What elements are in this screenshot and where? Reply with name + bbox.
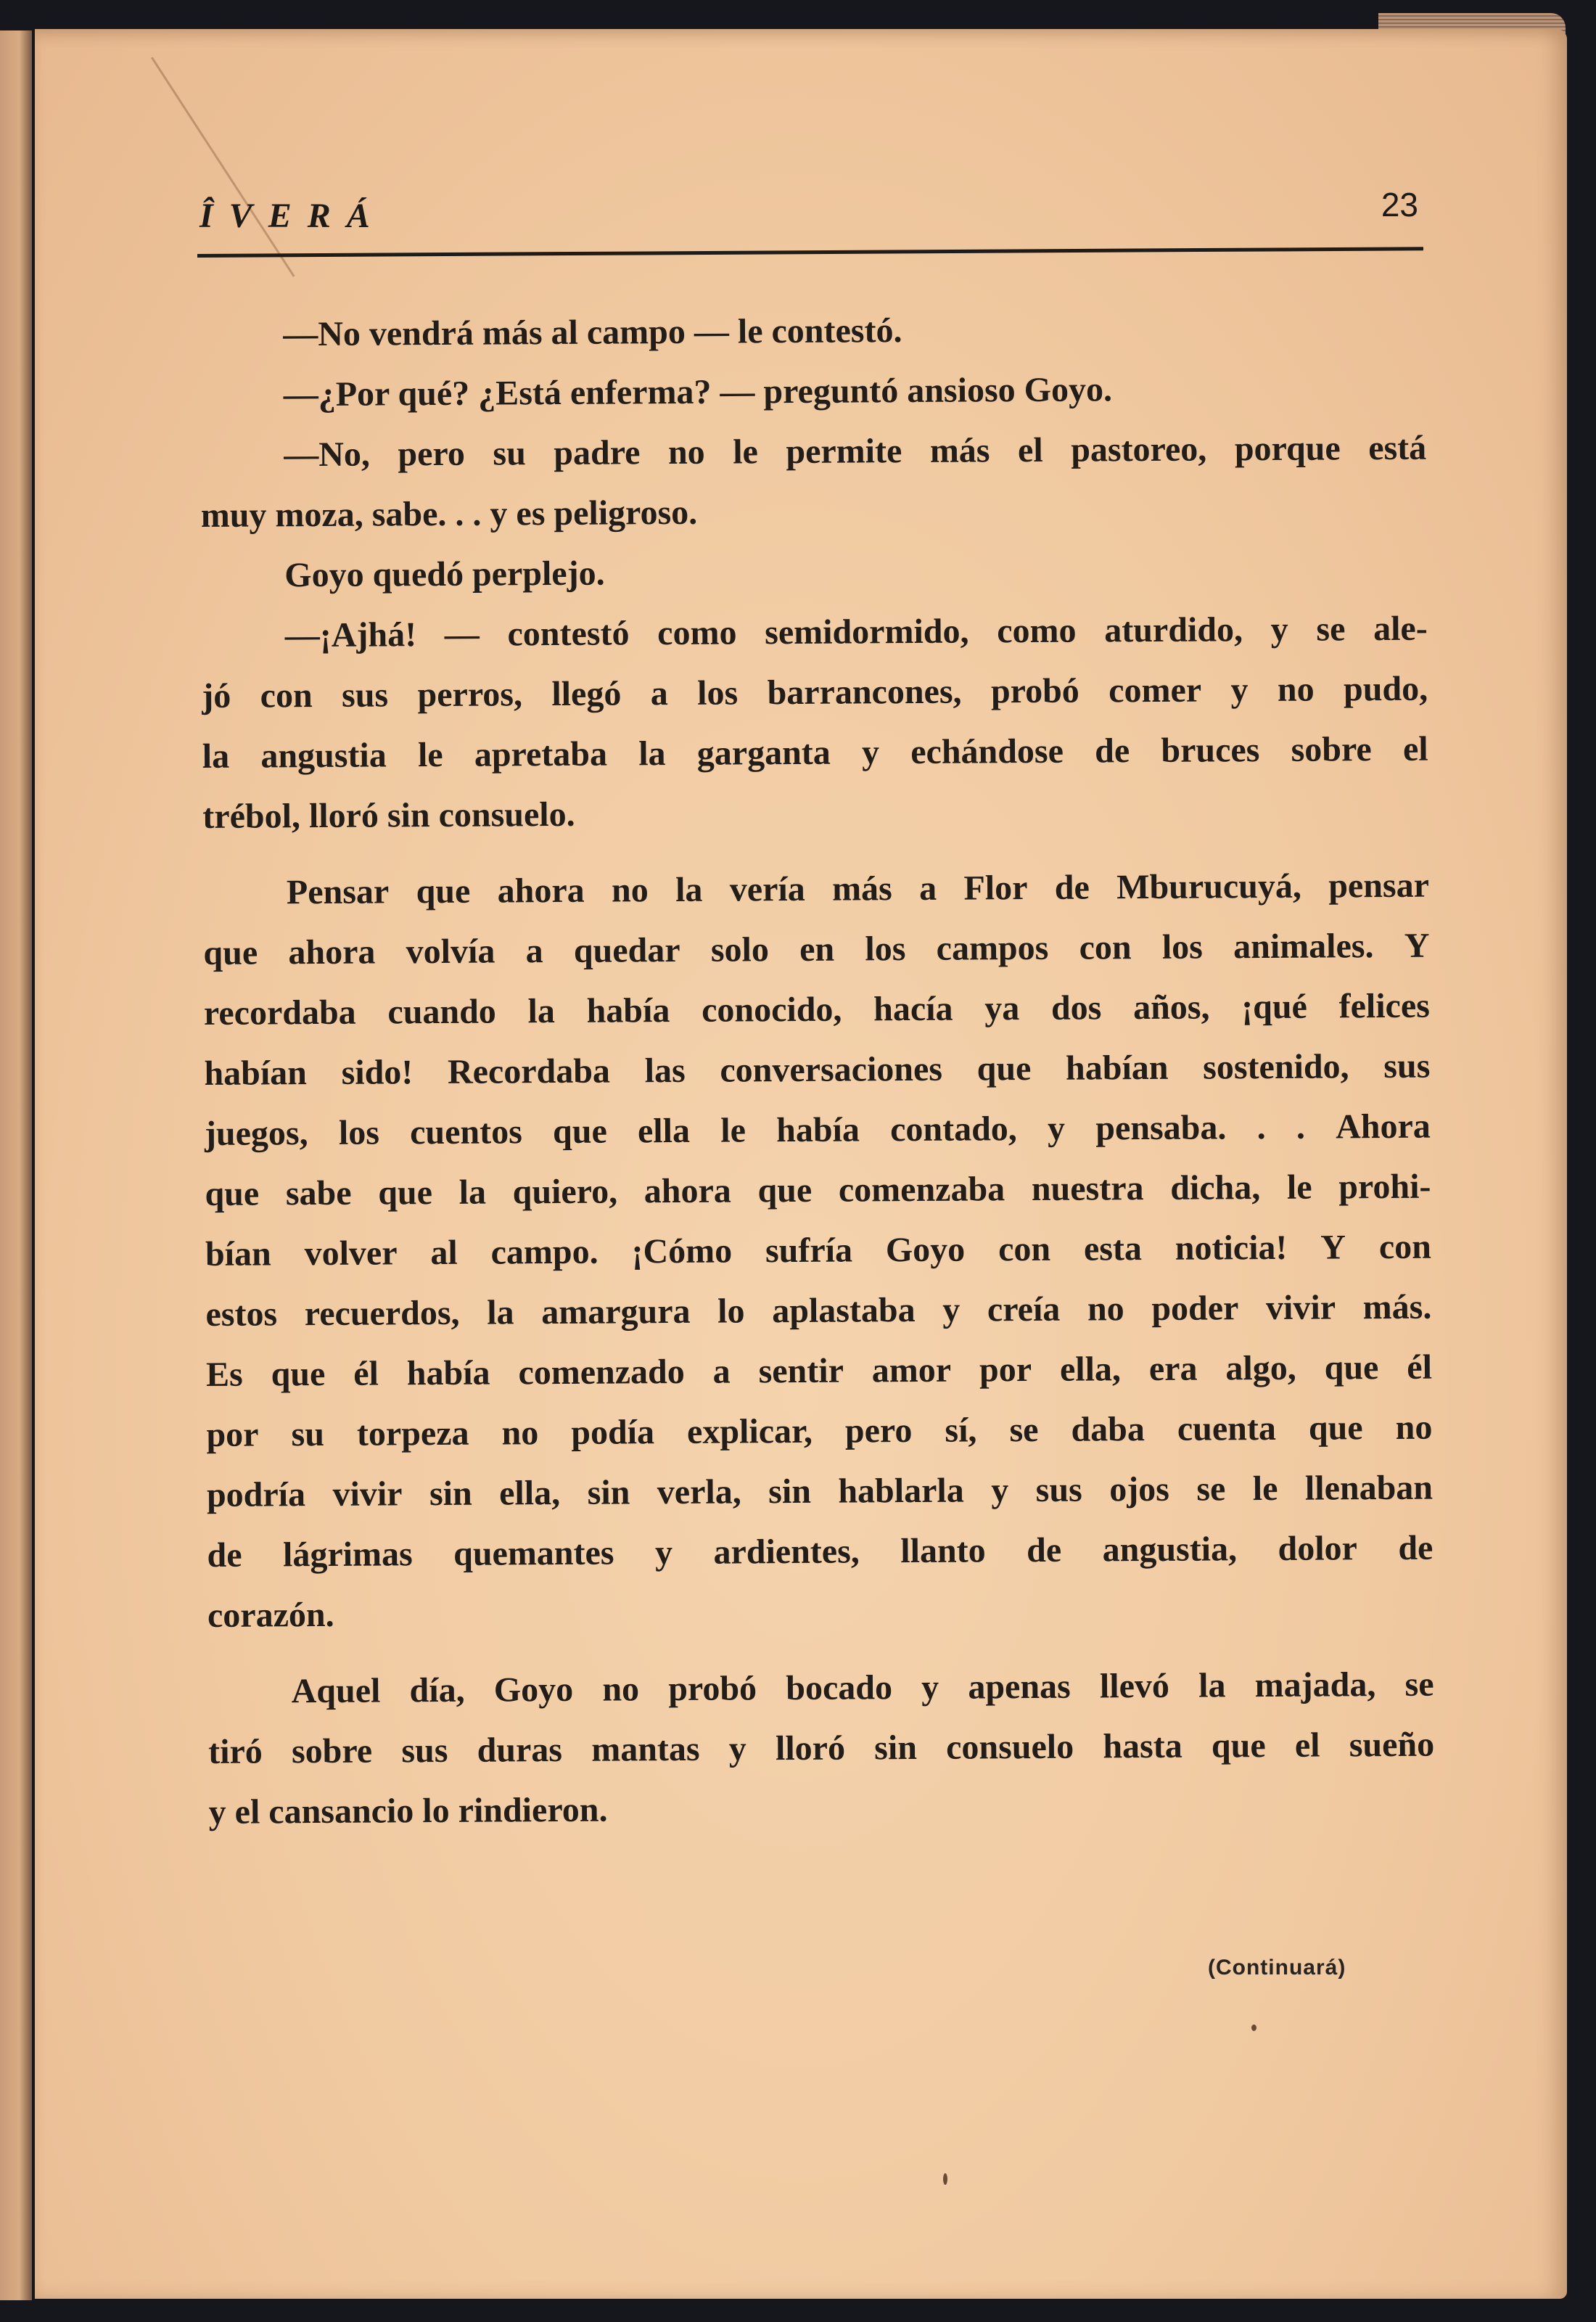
word: los bbox=[697, 673, 739, 713]
word: —¡Ajhá! bbox=[284, 615, 417, 655]
word: verla, bbox=[657, 1472, 741, 1512]
word: sobre bbox=[1291, 730, 1372, 769]
word: los bbox=[865, 930, 906, 969]
word: y bbox=[1270, 610, 1288, 649]
word: campo. bbox=[490, 1232, 598, 1272]
text-line bbox=[206, 1337, 1432, 1405]
word: sí, bbox=[945, 1411, 977, 1450]
word: llegó bbox=[551, 674, 622, 714]
text-line: muy moza, sabe. . . y es peligroso. bbox=[200, 493, 698, 535]
word: bruces bbox=[1161, 731, 1260, 770]
word: vivir bbox=[1265, 1288, 1336, 1328]
word: podría bbox=[206, 1475, 306, 1514]
word: vivir bbox=[332, 1474, 403, 1514]
word: sus bbox=[1035, 1470, 1082, 1509]
word: y bbox=[991, 1471, 1009, 1510]
word: ella, bbox=[1059, 1350, 1122, 1389]
word: Flor bbox=[963, 869, 1028, 908]
word: y bbox=[942, 1290, 961, 1329]
word: que bbox=[976, 1049, 1032, 1088]
word: comenzado bbox=[518, 1352, 685, 1392]
word: se bbox=[1404, 1665, 1434, 1704]
word: recuerdos, bbox=[304, 1293, 460, 1334]
word: estos bbox=[205, 1295, 278, 1334]
word: de bbox=[1398, 1528, 1433, 1567]
word: no bbox=[611, 871, 649, 910]
word: — bbox=[444, 615, 480, 654]
word: el bbox=[1402, 729, 1428, 768]
word: angustia bbox=[260, 736, 387, 776]
word: lo bbox=[717, 1292, 745, 1331]
word: ale- bbox=[1373, 609, 1428, 649]
text-line bbox=[200, 418, 1426, 485]
word: llenaban bbox=[1304, 1468, 1433, 1508]
word: comenzaba bbox=[838, 1170, 1005, 1210]
word: animales. bbox=[1233, 927, 1374, 967]
word: y bbox=[728, 1729, 746, 1768]
word: explicar, bbox=[686, 1411, 813, 1451]
word: a bbox=[712, 1352, 731, 1391]
paragraph bbox=[201, 538, 1427, 606]
word: sus bbox=[1383, 1046, 1431, 1086]
word: con bbox=[998, 1229, 1051, 1269]
word: Goyo bbox=[493, 1670, 574, 1710]
word: la bbox=[527, 992, 556, 1031]
word: conversaciones bbox=[720, 1049, 943, 1090]
word: la bbox=[1198, 1666, 1226, 1705]
word: sus bbox=[341, 676, 389, 715]
text-line bbox=[205, 1157, 1431, 1224]
word: ahora bbox=[497, 871, 585, 911]
word: y bbox=[921, 1667, 939, 1707]
word: prohi- bbox=[1338, 1167, 1431, 1207]
word: a bbox=[650, 674, 668, 713]
word: se bbox=[1196, 1469, 1226, 1509]
word: como bbox=[657, 613, 737, 653]
word: contado, bbox=[889, 1109, 1017, 1149]
word: felices bbox=[1338, 986, 1431, 1026]
text-line bbox=[207, 1518, 1433, 1585]
paper-speck bbox=[943, 2173, 947, 2185]
word: le bbox=[1286, 1168, 1312, 1207]
word: la bbox=[202, 737, 230, 776]
word: bocado bbox=[786, 1668, 893, 1708]
word: ella bbox=[637, 1111, 691, 1151]
word: quemantes bbox=[453, 1533, 614, 1573]
word: no bbox=[667, 432, 705, 472]
text-line bbox=[207, 1458, 1433, 1525]
word: comer bbox=[1108, 670, 1202, 710]
text-line: Goyo quedó perplejo. bbox=[284, 554, 605, 595]
word: en bbox=[799, 930, 835, 969]
word: ella, bbox=[498, 1473, 561, 1513]
word: está bbox=[1368, 428, 1427, 468]
word: pudo, bbox=[1343, 669, 1428, 709]
word: sufría bbox=[765, 1231, 853, 1271]
word: que bbox=[271, 1354, 326, 1394]
facing-page-edge bbox=[0, 30, 32, 2300]
word: como bbox=[997, 611, 1077, 651]
word: pero bbox=[844, 1411, 913, 1451]
text-line bbox=[202, 719, 1428, 787]
word: había bbox=[586, 991, 670, 1030]
word: y bbox=[654, 1533, 673, 1572]
word: llanto bbox=[900, 1531, 986, 1571]
word: padre bbox=[554, 433, 641, 473]
word: a bbox=[918, 869, 937, 908]
word: torpeza bbox=[356, 1414, 469, 1453]
text-line bbox=[204, 976, 1430, 1043]
word: no bbox=[602, 1670, 640, 1709]
word: aplastaba bbox=[772, 1290, 916, 1331]
word: los bbox=[1161, 927, 1204, 967]
word: campos bbox=[936, 928, 1049, 968]
word: le bbox=[417, 735, 443, 775]
word: sostenido, bbox=[1203, 1047, 1349, 1087]
word: no bbox=[1087, 1289, 1124, 1329]
text-line: —No vendrá más al campo — le contestó. bbox=[283, 311, 902, 354]
word: jó bbox=[202, 676, 231, 715]
word: cuando bbox=[387, 992, 496, 1032]
word: Ahora bbox=[1335, 1107, 1431, 1146]
word: probó bbox=[990, 671, 1079, 711]
word: el bbox=[1294, 1726, 1320, 1765]
word: tiró bbox=[208, 1732, 263, 1771]
word: y bbox=[1047, 1109, 1066, 1148]
word: noticia! bbox=[1175, 1228, 1288, 1268]
word: pastoreo, bbox=[1071, 430, 1207, 469]
word: él bbox=[1407, 1347, 1433, 1387]
word: le bbox=[720, 1111, 746, 1150]
word: amor bbox=[871, 1350, 952, 1390]
word: que bbox=[552, 1112, 607, 1152]
text-line bbox=[203, 916, 1429, 983]
word: dolor bbox=[1278, 1529, 1358, 1568]
word: con bbox=[1378, 1227, 1432, 1267]
page-number: 23 bbox=[1381, 186, 1418, 223]
word: habían bbox=[1065, 1048, 1169, 1088]
word: amargura bbox=[541, 1292, 691, 1332]
word: no bbox=[501, 1414, 539, 1453]
word: duras bbox=[477, 1730, 563, 1770]
word: ya bbox=[984, 989, 1020, 1028]
word: vería bbox=[729, 869, 805, 909]
word: garganta bbox=[696, 733, 831, 773]
word: ahora bbox=[288, 932, 376, 972]
word: de bbox=[1027, 1530, 1062, 1570]
word: sin bbox=[874, 1728, 918, 1768]
word: probó bbox=[668, 1669, 757, 1709]
running-title: ÎVERÁ bbox=[200, 197, 386, 235]
text-line bbox=[206, 1398, 1432, 1465]
word: que bbox=[1324, 1348, 1379, 1387]
text-line: —¿Por qué? ¿Está enferma? — preguntó ansioso Goyo. bbox=[283, 370, 1113, 414]
word: la bbox=[487, 1293, 514, 1332]
word: le bbox=[733, 432, 759, 472]
word: sobre bbox=[291, 1731, 373, 1771]
word: semidormido, bbox=[765, 612, 969, 652]
word: juegos, bbox=[204, 1114, 308, 1153]
word: sin bbox=[429, 1474, 472, 1514]
word: recordaba bbox=[203, 993, 356, 1033]
word: más bbox=[831, 869, 892, 908]
paragraph bbox=[200, 418, 1427, 546]
word: porque bbox=[1234, 429, 1341, 469]
word: ardientes, bbox=[713, 1532, 860, 1572]
word: y bbox=[861, 733, 880, 772]
text-line bbox=[205, 1096, 1431, 1164]
word: pensar bbox=[1328, 866, 1430, 906]
word: el bbox=[1017, 430, 1043, 470]
word: —No, bbox=[284, 435, 371, 475]
text-line bbox=[205, 1277, 1431, 1345]
continuation-note: (Continuará) bbox=[1208, 1956, 1346, 1980]
word: poder bbox=[1151, 1289, 1239, 1329]
word: de bbox=[1095, 731, 1130, 771]
word: que bbox=[416, 871, 471, 911]
word: . bbox=[1256, 1108, 1266, 1147]
word: su bbox=[493, 434, 526, 473]
word: echándose bbox=[910, 731, 1064, 772]
word: cuentos bbox=[409, 1112, 522, 1152]
word: que bbox=[205, 1174, 260, 1213]
word: la bbox=[675, 870, 703, 910]
paragraph bbox=[207, 1654, 1434, 1842]
word: más. bbox=[1362, 1287, 1432, 1327]
word: las bbox=[644, 1051, 686, 1091]
word: de bbox=[1054, 868, 1090, 907]
word: lloró bbox=[775, 1728, 846, 1768]
word: sabe bbox=[285, 1173, 352, 1213]
word: no bbox=[1395, 1408, 1433, 1447]
word: dos bbox=[1050, 988, 1102, 1027]
word: sin bbox=[587, 1473, 630, 1512]
word: era bbox=[1148, 1349, 1198, 1389]
word: bían bbox=[205, 1234, 271, 1273]
word: ahora bbox=[643, 1171, 731, 1211]
word: barrancones, bbox=[767, 672, 962, 713]
word: ¡qué bbox=[1241, 987, 1308, 1027]
word: perros, bbox=[417, 675, 523, 715]
word: día, bbox=[409, 1670, 465, 1710]
word: algo, bbox=[1225, 1348, 1296, 1388]
paragraph bbox=[200, 358, 1426, 425]
word: volver bbox=[304, 1234, 398, 1273]
word: sin bbox=[768, 1472, 812, 1511]
body-text bbox=[200, 298, 1435, 1842]
word: contestó bbox=[507, 614, 630, 654]
word: quedar bbox=[573, 930, 680, 970]
word: mantas bbox=[591, 1729, 700, 1769]
word: años, bbox=[1132, 988, 1210, 1027]
word: pensaba. bbox=[1095, 1108, 1227, 1148]
word: no bbox=[1277, 670, 1315, 709]
word: Pensar bbox=[286, 872, 390, 912]
word: al bbox=[430, 1233, 458, 1273]
word: que bbox=[378, 1173, 433, 1213]
word: con bbox=[1079, 928, 1132, 967]
word: . bbox=[1296, 1107, 1306, 1146]
word: se bbox=[1316, 610, 1346, 649]
word: se bbox=[1009, 1410, 1039, 1450]
word: Es bbox=[205, 1355, 243, 1394]
text-line: trébol, lloró sin consuelo. bbox=[202, 795, 575, 836]
text-line: corazón. bbox=[207, 1595, 334, 1635]
word: consuelo bbox=[945, 1727, 1074, 1767]
word: dicha, bbox=[1170, 1168, 1261, 1207]
word: que bbox=[757, 1170, 813, 1210]
text-line bbox=[208, 1715, 1434, 1782]
word: la bbox=[458, 1173, 487, 1212]
word: él bbox=[353, 1354, 379, 1393]
word: creía bbox=[987, 1289, 1061, 1329]
word: sentir bbox=[758, 1351, 844, 1391]
word: quiero, bbox=[512, 1172, 618, 1212]
word: lágrimas bbox=[282, 1535, 413, 1575]
word: Mburucuyá, bbox=[1116, 866, 1302, 907]
word: habían bbox=[204, 1054, 308, 1093]
word: permite bbox=[786, 432, 902, 472]
word: con bbox=[260, 676, 313, 715]
text-line bbox=[204, 1036, 1430, 1104]
word: de bbox=[207, 1535, 242, 1575]
word: los bbox=[338, 1113, 380, 1152]
text-line bbox=[203, 856, 1429, 923]
word: había bbox=[406, 1353, 490, 1393]
paragraph bbox=[200, 298, 1426, 365]
text-line bbox=[202, 599, 1428, 666]
word: cuenta bbox=[1177, 1408, 1277, 1448]
word: por bbox=[979, 1350, 1032, 1390]
paragraph bbox=[203, 856, 1434, 1646]
word: Y bbox=[1320, 1228, 1346, 1267]
word: que bbox=[1211, 1726, 1266, 1765]
text-line bbox=[207, 1654, 1433, 1722]
word: a bbox=[525, 932, 543, 971]
word: ojos bbox=[1109, 1469, 1170, 1509]
word: conocido, bbox=[701, 990, 842, 1030]
text-line bbox=[205, 1217, 1431, 1284]
paper-speck bbox=[1251, 2024, 1256, 2031]
word: hasta bbox=[1103, 1726, 1182, 1766]
text-line bbox=[202, 659, 1428, 726]
word: la bbox=[638, 734, 666, 774]
word: por bbox=[206, 1415, 259, 1454]
word: volvía bbox=[406, 932, 495, 972]
word: apenas bbox=[968, 1667, 1071, 1707]
word: había bbox=[776, 1110, 860, 1150]
word: podía bbox=[571, 1413, 655, 1452]
page-header bbox=[200, 185, 1433, 243]
word: angustia, bbox=[1102, 1530, 1238, 1570]
word: hacía bbox=[873, 989, 953, 1029]
word: sus bbox=[401, 1731, 448, 1771]
word: ¡Cómo bbox=[631, 1231, 733, 1271]
word: que bbox=[203, 933, 258, 972]
word: apretaba bbox=[474, 734, 608, 774]
word: Y bbox=[1404, 926, 1430, 965]
word: esta bbox=[1083, 1229, 1143, 1268]
word: Goyo bbox=[885, 1230, 966, 1270]
word: su bbox=[291, 1414, 325, 1454]
word: solo bbox=[710, 930, 770, 969]
word: nuestra bbox=[1031, 1169, 1144, 1209]
paragraph bbox=[202, 599, 1429, 847]
word: majada, bbox=[1254, 1665, 1376, 1705]
word: llevó bbox=[1099, 1666, 1170, 1706]
paper-crease bbox=[151, 57, 295, 277]
word: sido! bbox=[341, 1053, 414, 1092]
word: le bbox=[1252, 1469, 1278, 1509]
word: pero bbox=[398, 434, 466, 474]
word: que bbox=[1308, 1408, 1363, 1448]
word: daba bbox=[1071, 1410, 1145, 1449]
word: Aquel bbox=[291, 1671, 381, 1711]
word: sueño bbox=[1349, 1725, 1435, 1765]
text-line: y el cansancio lo rindieron. bbox=[208, 1790, 608, 1831]
word: aturdido, bbox=[1104, 610, 1243, 650]
word: hablarla bbox=[838, 1471, 964, 1511]
word: Recordaba bbox=[447, 1051, 611, 1091]
word: más bbox=[929, 431, 990, 470]
word: y bbox=[1230, 670, 1249, 710]
